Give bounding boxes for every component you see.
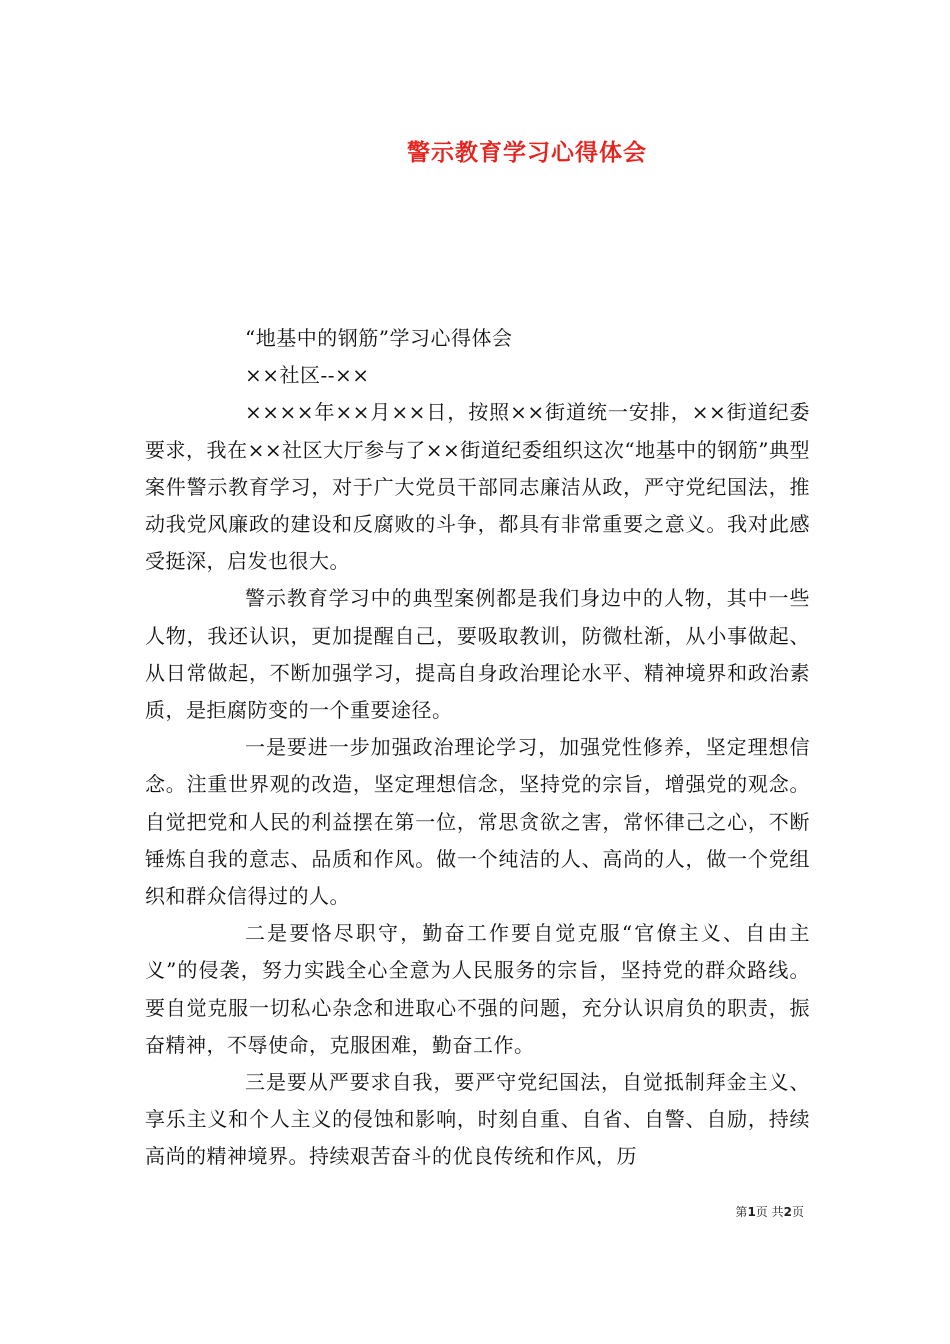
total-pages-number: 2	[783, 1205, 792, 1219]
footer-suffix: 页	[791, 1205, 804, 1219]
paragraph-5: 三是要从严要求自我，要严守党纪国法，自觉抵制拜金主义、享乐主义和个人主义的侵蚀和影响，时刻自重、自省、自警、自励，持续高尚的精神境界。持续艰苦奋斗的优良传统和作风，历	[145, 1070, 810, 1169]
subtitle-line: “地基中的钢筋”学习心得体会	[245, 326, 513, 350]
page-number-footer	[735, 1203, 804, 1220]
current-page-number: 1	[747, 1205, 756, 1219]
document-title: 警示教育学习心得体会	[407, 140, 647, 166]
paragraph-1: ××××年××月××日，按照××街道统一安排，××街道纪委要求，我在××社区大厅参与了××街道纪委组织这次“地基中的钢筋”典型案件警示教育学习，对于广大党员干部同志廉洁从政，严守党纪国法，推动我党风廉政的建设和反腐败的斗争，都具有非常重要之意义。我对此感受挺深，启发也很大。	[145, 400, 810, 574]
document-body	[145, 320, 810, 1176]
footer-middle: 页 共	[755, 1205, 784, 1219]
paragraph-2: 警示教育学习中的典型案例都是我们身边中的人物，其中一些人物，我还认识，更加提醒自己，要吸取教训，防微杜渐，从小事做起、从日常做起，不断加强学习，提高自身政治理论水平、精神境界和政治素质，是拒腐防变的一个重要途径。	[145, 586, 810, 723]
author-line: ××社区--××	[245, 363, 370, 388]
footer-prefix: 第	[735, 1205, 748, 1219]
paragraph-4: 二是要恪尽职守，勤奋工作要自觉克服“官僚主义、自由主义”的侵袭，努力实践全心全意为人民服务的宗旨，坚持党的群众路线。要自觉克服一切私心杂念和进取心不强的问题，充分认识肩负的职责，振奋精神，不辱使命，克服困难，勤奋工作。	[145, 921, 810, 1057]
paragraph-3: 一是要进一步加强政治理论学习，加强党性修养，坚定理想信念。注重世界观的改造，坚定理想信念，坚持党的宗旨，增强党的观念。自觉把党和人民的利益摆在第一位，常思贪欲之害，常怀律己之心，不断锤炼自我的意志、品质和作风。做一个纯洁的人、高尚的人，做一个党组织和群众信得过的人。	[145, 735, 810, 909]
